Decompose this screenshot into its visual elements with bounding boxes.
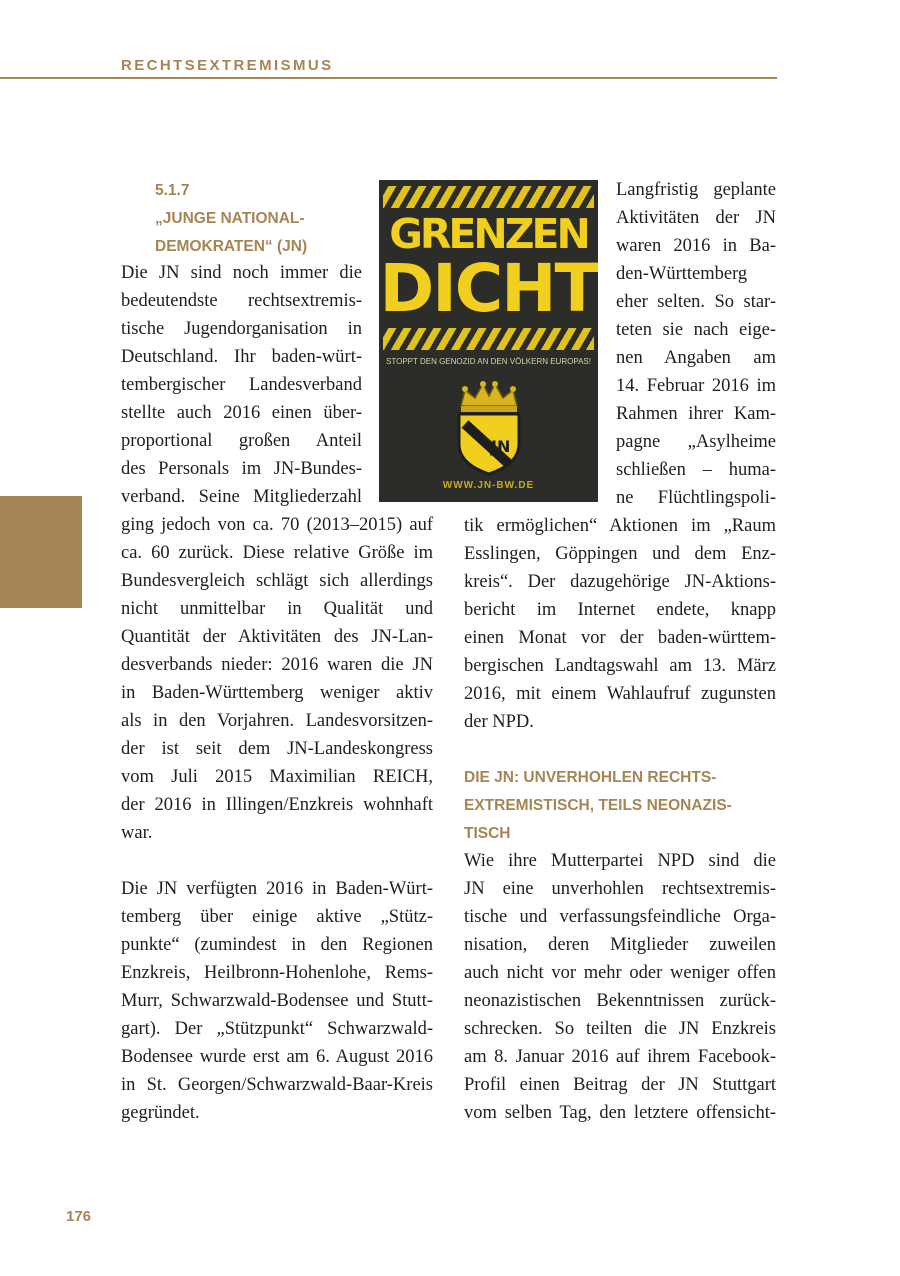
text-line: bericht im Internet endete, knapp — [464, 600, 776, 620]
subheading — [464, 764, 732, 848]
page-number: 176 — [66, 1208, 92, 1225]
chapter-tab-marker — [0, 496, 82, 608]
subheading-line: DIE JN: UNVERHOHLEN RECHTS- — [464, 769, 717, 786]
campaign-poster-image — [379, 180, 598, 502]
text-line: neonazistischen Bekenntnissen zurück- — [464, 991, 776, 1011]
text-line: JN eine unverhohlen rechtsextremis- — [464, 879, 776, 899]
section-heading — [155, 177, 307, 261]
hazard-stripe-bottom — [383, 328, 594, 350]
text-line: bergischen Landtagswahl am 13. März — [464, 656, 776, 676]
left-paragraph-1-wide — [121, 511, 433, 847]
text-line: Rahmen ihrer Kam- — [616, 404, 776, 424]
text-line: Murr, Schwarzwald-Bodensee und Stutt- — [121, 991, 433, 1011]
text-line: kreis“. Der dazugehörige JN-Aktions- — [464, 572, 776, 592]
text-line: temberg über einige aktive „Stütz- — [121, 907, 433, 927]
poster-tagline: STOPPT DEN GENOZID AN DEN VÖLKERN EUROPAS! — [386, 357, 591, 366]
crest-logo-text: JN — [491, 437, 511, 456]
poster-headline-line1: GRENZEN — [389, 210, 588, 258]
text-line: Enzkreis, Heilbronn-Hohenlohe, Rems- — [121, 963, 433, 983]
text-line: einen Monat vor der baden-württem- — [464, 628, 776, 648]
text-line: Esslingen, Göppingen und dem Enz- — [464, 544, 776, 564]
text-line: war. — [121, 823, 153, 843]
text-line: Die JN verfügten 2016 in Baden-Würt- — [121, 879, 433, 899]
text-line: den-Württemberg — [616, 264, 748, 284]
text-line: Quantität der Aktivitäten des JN-Lan- — [121, 627, 433, 647]
text-line: nicht unmittelbar in Qualität und — [121, 599, 433, 619]
section-number: 5.1.7 — [155, 182, 190, 199]
header-rule — [0, 77, 777, 79]
hazard-stripe-top — [383, 186, 594, 208]
text-line: schließen – huma- — [616, 460, 776, 480]
text-line: auch nicht vor mehr oder weniger offen — [464, 963, 776, 983]
text-line: vom selben Tag, den letztere offensicht- — [464, 1103, 776, 1123]
section-title-line: „JUNGE NATIONAL- — [155, 210, 305, 227]
subheading-line: TISCH — [464, 825, 511, 842]
text-line: punkte“ (zumindest in den Regionen — [121, 935, 433, 955]
text-line: gart). Der „Stützpunkt“ Schwarzwald- — [121, 1019, 433, 1039]
text-line: Bundesvergleich schlägt sich allerdings — [121, 571, 433, 591]
left-paragraph-1-narrow — [121, 259, 362, 511]
section-title-line: DEMOKRATEN“ (JN) — [155, 238, 308, 255]
text-line: Aktivitäten der JN — [616, 208, 776, 228]
text-line: 2016, mit einem Wahlaufruf zugunsten — [464, 684, 776, 704]
text-line: Profil einen Beitrag der JN Stuttgart — [464, 1075, 776, 1095]
text-line: waren 2016 in Ba- — [616, 236, 776, 256]
text-line: Bodensee wurde erst am 6. August 2016 — [121, 1047, 433, 1067]
text-line: der NPD. — [464, 712, 534, 732]
text-line: in St. Georgen/Schwarzwald-Baar-Kreis — [121, 1075, 433, 1095]
text-line: vom Juli 2015 Maximilian REICH, — [121, 767, 433, 787]
text-line: ging jedoch von ca. 70 (2013–2015) auf — [121, 515, 433, 535]
text-line: des Personals im JN-Bundes- — [121, 459, 362, 479]
text-line: in Baden-Württemberg weniger aktiv — [121, 683, 433, 703]
text-line: der 2016 in Illingen/Enzkreis wohnhaft — [121, 795, 433, 815]
right-paragraph-below-image — [464, 512, 776, 736]
text-line: gegründet. — [121, 1103, 200, 1123]
text-line: stellte auch 2016 einen über- — [121, 403, 362, 423]
poster-headline-line2: DICHT — [379, 250, 598, 327]
text-line: Die JN sind noch immer die — [121, 263, 362, 283]
subheading-line: EXTREMISTISCH, TEILS NEONAZIS- — [464, 797, 732, 814]
text-line: Wie ihre Mutterpartei NPD sind die — [464, 851, 776, 871]
jn-crest-icon — [453, 380, 525, 476]
text-line: tische und verfassungsfeindliche Orga- — [464, 907, 776, 927]
text-line: Deutschland. Ihr baden-würt- — [121, 347, 362, 367]
text-line: als in den Vorjahren. Landesvorsitzen- — [121, 711, 433, 731]
text-line: proportional großen Anteil — [121, 431, 362, 451]
text-line: schrecken. So teilten die JN Enzkreis — [464, 1019, 776, 1039]
text-line: tik ermöglichen“ Aktionen im „Raum — [464, 516, 776, 536]
text-line: am 8. Januar 2016 auf ihrem Facebook- — [464, 1047, 776, 1067]
text-line: Langfristig geplante — [616, 180, 776, 200]
text-line: verband. Seine Mitgliederzahl — [121, 487, 362, 507]
text-line: ca. 60 zurück. Diese relative Größe im — [121, 543, 433, 563]
text-line: pagne „Asylheime — [616, 432, 776, 452]
text-line: tembergischer Landesverband — [121, 375, 362, 395]
text-line: der ist seit dem JN-Landeskongress — [121, 739, 433, 759]
right-paragraph-beside-image — [616, 176, 776, 512]
text-line: 14. Februar 2016 im — [616, 376, 776, 396]
left-paragraph-2 — [121, 875, 433, 1127]
text-line: bedeutendste rechtsextremis- — [121, 291, 362, 311]
text-line: eher selten. So star- — [616, 292, 776, 312]
text-line: tische Jugendorganisation in — [121, 319, 362, 339]
text-line: nisation, deren Mitglieder zuweilen — [464, 935, 776, 955]
text-line: nen Angaben am — [616, 348, 776, 368]
text-line: teten sie nach eige- — [616, 320, 776, 340]
right-paragraph-3 — [464, 847, 776, 1127]
poster-url: WWW.JN-BW.DE — [442, 480, 535, 491]
running-header: RECHTSEXTREMISMUS — [121, 57, 334, 74]
text-line: ne Flüchtlingspoli- — [616, 488, 776, 508]
text-line: desverbands nieder: 2016 waren die JN — [121, 655, 433, 675]
